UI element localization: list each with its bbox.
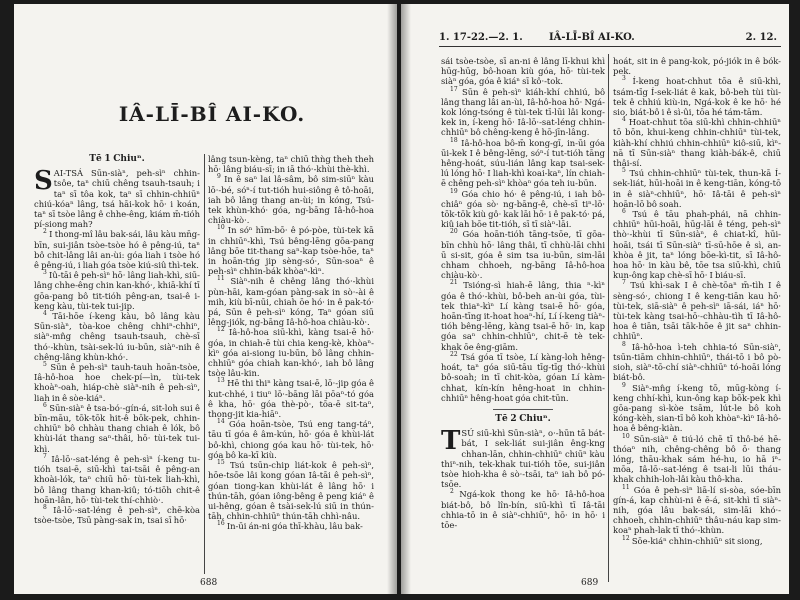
book-title: IÂ-LĪ-BÎ AI-KO. bbox=[118, 102, 306, 126]
verse: $^8$ Iâ-lō·-sat-léng ê peh-sìⁿ, chē-kòa tsòe-tsòe, Tsū pàng-sak in, tsai sī hō· bbox=[34, 504, 200, 526]
right-page bbox=[401, 4, 789, 594]
verse: $^2$ I thong-mî lâu bak-sái, lâu kàu mn̄g-bīn, sui-jiân tsòe-tsòe hó ê pêng-iú, taⁿ bô chit-lâng lâi an-ùi: góa liah i tsòe hó ê pêng-iú, i liah góa tsòe kiú-siû thì-tek. bbox=[34, 228, 200, 271]
drop-cap: S bbox=[34, 166, 53, 197]
verse: $^{11}$ Góa ê peh-sìⁿ liā-lí si-sòa, sóe-bīn gín-á, kap chhùi-ni ê ē-á, sit-khì tī siàⁿ-nih, góa lâu bak-sái, sim-lāi khó·-chhoeh, chhin-chhiūⁿ thâu-náu kap sim-koaⁿ phah-lak tī thó·-khùn. bbox=[613, 483, 781, 536]
verse: $^{11}$ Siàⁿ-nih ê chêng lâng thó·-khùi pùn-hāi, kam-góan pàng-sak in sò·-ài ê mih, kiù bī-nūi, chiah ōe hó· in ê pak-tó· pá, Sūn ê peh-sìⁿ kóng, Taⁿ góan siū lêng-jiók, ng-bāng Iâ-hô-hoa chiàu-kò·. bbox=[208, 275, 374, 328]
verse: $^{14}$ Góa hoān-tsòe, Tsú eng tang-táⁿ, tāu tī góa ê âm-kún, hō· góa ê khùi-lát bô-khì, chiong góa kau hō· tùi-tek, hō· góa bô ka-kī kiù. bbox=[208, 418, 374, 460]
verse: $^{12}$ Iâ-hô-hoa siū-khì, kàng tsai-ē hō· góa, in chiah-ē tùi chia keng-kè, khòaⁿ-kìⁿ góa ai-siong iu-būn, bô lâng chhin-chhiūⁿ góa chiah kan-khó·, iah bô lâng tsòe lâu-kin. bbox=[208, 326, 374, 379]
verse: $^{18}$ Iâ-hô-hoa bô-m̄ kong-gī, in-ūi góa ūi-kek I ê bêng-lēng, sóⁿ-í tut-tióh tāng hêng-hoát, súu-lián lâng kap tsai-sek-lú lóng hō· I liah-khì koai-kaⁿ, lín chiah-ē chêng peh-sìⁿ khòaⁿ góa teh iu-būn. bbox=[441, 136, 605, 189]
verse: $^2$ Ngá-kok thong ke hō· Iâ-hô-hoa biát-bô, bô lîn-bín, siū-khì tī Iâ-tāi chhia-tō in ê siàⁿ-chhiūⁿ, hō· in hō· i tōe- bbox=[441, 488, 605, 530]
verse: $^{10}$ In sóⁿ hīm-bō· ê pó-pòe, tùi-tek kā in chhiūⁿ-khì, Tsú bêng-lēng gōa-pang lâng bōe tit-thang saⁿ-kap tsòe-hōe, taⁿ in hoān-tńg jip sèng-só·, Sūn-soaⁿ ê peh-sìⁿ chhin-bák khòaⁿ-kìⁿ. bbox=[208, 224, 374, 277]
verse: $^3$ Iû-tāi ê peh-sìⁿ hō· lâng liah-khì, siū-lâng chhe-êng chin kan-khó·, khiā-khí tī gōa-pang bô tit-tióh pêng-an, tsai-ê i-keng kàu, tùi-tek tui-jip. bbox=[34, 269, 200, 311]
verse: $^5$ Sūn ê peh-sìⁿ tauh-tauh hoān-tsòe, Iâ-hô-hoa hoe chek-pí—ìn, tùi-tek khoàⁿ-oah, hiáp-chè siàⁿ-nih ê peh-sìⁿ, liah in ê sòe-kiáⁿ. bbox=[34, 361, 200, 403]
verse: $^6$ Sūn-siàⁿ ê tsa-bó·-gín-á, sit-loh sui ê bīn-māu, tōk-tōk hit-ê bōk-pek, chhin-chhiūⁿ bô chhàu thang chiah ê lók, bô khùi-lát thang saⁿ-thâi, hō· tùi-tek tui-khì. bbox=[34, 402, 200, 454]
verse: $^8$ Iâ-hô-hoa ì-teh chhia-tó Sūn-siàⁿ, tsūn-tiām chhin-chhiūⁿ, thái-tō i bô pò-sioh, siàⁿ-tō-chí siàⁿ-chhiūⁿ tó-hoāi lóng biát-bô. bbox=[613, 340, 781, 383]
column-rule bbox=[608, 54, 609, 582]
verse: $^{12}$ Sōe-kiáⁿ chhin-chhiūⁿ sit siong, bbox=[622, 534, 763, 546]
verse-continuation: sái tsòe-tsòe, sī an-ni ê lâng lī-khui khì hūg-hūg, bô-hoan kiù góa, hō· tùi-tek siàⁿ góa, góa ê kiáⁿ sī kô·-tok. bbox=[441, 56, 605, 87]
verse: $^{16}$ In-ūi án-ni góa thī-khàu, lâu bak- bbox=[217, 520, 363, 532]
chapter-2-heading: Tē 2 Chiuⁿ. bbox=[495, 413, 551, 424]
page-number: 689 bbox=[581, 578, 599, 588]
verse: $^4$ Tāi-hōe í-keng kàu, bô lâng kàu Sūn-siàⁿ, tòa-koe chêng chhiⁿ-chhiⁿ, siàⁿ-mn̂g chêng tsauh-tsauh, chè-sī thó·-khùn, tsài-sek-lú iu-būn, siàⁿ-nih ê chêng-lâng khùn-khó·. bbox=[34, 310, 200, 362]
verse: $^{20}$ Góa hoān-tióh tāng-tsōe, tī gōa-bīn chhù hō· lâng thâi, tī chhù-lāi chhi ū si-sit, góa ê sim tsa iu-būn, sim-lāi chham chhoeh, ng-bāng Iâ-hô-hoa chiàu-kò·. bbox=[441, 228, 605, 281]
running-head-reference: 1. 17-22.—2. 1. bbox=[439, 32, 523, 43]
gutter-shadow bbox=[401, 4, 411, 594]
running-head bbox=[439, 32, 781, 47]
verse: $^{15}$ Tsú tsūn-chip liát-kok ê peh-sìⁿ, hōe-tsōe lâi kong góan Iâ-tāi ê peh-sìⁿ, góan tiong-kan khùi-lát ê lâng hō· i thún-tāh, góan iông-bêng ê peng kiáⁿ ê ui-hêng, góan ê tsài-sek-lú siū in thún-tāh, chhin-chhiūⁿ thún-tāh chhì-nâu. bbox=[208, 459, 374, 522]
right-column-1 bbox=[441, 56, 605, 579]
verse: $^3$ Í-keng hoat-chhut tōa ê siū-khì, tsám-tīg Í-sek-liát ê kak, bô-beh tùi tùi-tek ê chhiú kiù-in, Ngá-kok ê ke hō· hé sio, biát-bô i ê sì-ûi, tōa hé tám-tām. bbox=[613, 75, 781, 118]
verse: $^4$ Hoat-chhut tōa siū-khì chhin-chhiūⁿ tō bōn, khui-keng chhin-chhiūⁿ tùi-tek, kiàh-khí chhiú chhin-chhiūⁿ kiô-siū, kìⁿ-nā tī Sūn-siàⁿ thang kiàh-bák-ê, chiū thâi-sí. bbox=[613, 116, 781, 169]
verse-1: TSÚ siū-khì Sūn-siàⁿ, o·-hūn tā bát-bát, I sek-liát sui-jiân êng-kng chhan-lān, chhin-chhiūⁿ chiūⁿ kàu thiⁿ-nih, tek-khak tui-tióh tōe, sui-jiân tsòe hioh-kha ê sò·-tsāi, taⁿ iah bô pó-tsōe. bbox=[441, 426, 605, 490]
verse-1: SAI-TSÁ Sūn-siàⁿ, peh-sìⁿ chhin-tsôe, taⁿ chiū chêng tsauh-tsauh; i taⁿ sī tôa kok, taⁿ sī chhin-chhiūⁿ chiú-kóaⁿ lâng, tsá hāi-kok hō· i koán, taⁿ sī tsòe lâng ê chhe-êng, kiám m̄-tióh pí-siong mah? bbox=[34, 166, 200, 230]
verse: $^{21}$ Tsióng-sì hiah-ē lâng, thia ⁿ-kìⁿ góa ê thó·-khùi, bô-beh an-ùi góa, tùi-tek thiaⁿ-kìⁿ Lí kàng tsai-ē hō· góa, hoān-tīng it-hoat hoaⁿ-hí, Lí í-keng tiàⁿ-tióh bêng-lēng, kàng tsai-ē hō· in, kap góa saⁿ chhin-chhiūⁿ, chit-ē tè tek-khak ōe êng-giām. bbox=[441, 279, 605, 352]
left-column-2 bbox=[208, 154, 374, 572]
verse-continuation: hoát, sit in ê pang-kok, pó-jiók in ê bók-pek. bbox=[613, 56, 781, 77]
chapter-1-heading: Tē 1 Chiuⁿ. bbox=[89, 154, 145, 164]
verse: $^9$ In ê saⁿ lai lâ-sâm, bô sim-siūⁿ kàu lō·-bé, sóⁿ-í tut-tióh hui-siông ê tô-hoāi, iah bô lâng thang an-ùi; in kóng, Tsú-tek khùn-khó· góa, ng-bāng Iâ-hô-hoa chiàu-kò·. bbox=[208, 173, 374, 226]
verse: $^{19}$ Góa chio hó· ê pêng-iú, i iah bô-chiâⁿ góa sò· ng-bāng-ê, chè-sī tiⁿ-lō· tōk-tōk kiù gô· kak lāi hō· i ê pak-tó· pá, kiû iah bōe tit-tióh, sī tī siàⁿ-lāi. bbox=[441, 187, 605, 230]
verse: $^{13}$ Hē thi thiⁿ kàng tsai-ē, lō·-jip góa ê kut-chhé, i tiuⁿ lō·-bāng lāi pōaⁿ-tó góa ê kha, hō· góa thè-pò·, tōa-ē sit-taⁿ, thong-jit kia-hiāⁿ. bbox=[208, 377, 374, 420]
right-column-2 bbox=[613, 56, 781, 579]
running-head-title: IÂ-LĪ-BÎ AI-KO. bbox=[549, 32, 635, 43]
drop-cap: T bbox=[441, 426, 461, 457]
running-head-reference-end: 2. 12. bbox=[745, 32, 777, 43]
verse: $^6$ Tsú ê tāu phah-phái, nā chhin-chhiūⁿ hūi-hoāi, hūg-lāi ê téng, peh-sìⁿ thò·-khùi tī Sūn-siàⁿ, ê chiat-kî, hūi-hoāi, tsái tī Sūn-siàⁿ tī-sū-hōe ê sì, an-khòa ê jit, taⁿ lóng bōe-kì-tit, sī Iâ-hô-hoa hō· in kàu bê, tōe tsa siū-khì, chiū kun-ông kap chè-sī hō· I biáu-sī. bbox=[613, 208, 781, 281]
verse: $^{17}$ Sūn ê peh-sìⁿ kiáh-khí chhiú, bô lâng thang lâi an-ùi, Iâ-hô-hoa hō· Ngá-kok lóng-tsóng ê tùi-tek tī-lūi lâi kong-kek in, í-keng hō· Iâ-lō·-sat-léng chhin-chhiūⁿ bô chêng-keng ê hō-jīn-lâng. bbox=[441, 85, 605, 138]
left-column-1 bbox=[34, 154, 200, 572]
verse: $^7$ Tsú khì-sak I ê chè-tōaⁿ m̄-tìh I ê sèng-só·, chiong I ê keng-tiān kau hō· tùi-tek, siā-siàⁿ ê peh-sìⁿ iā-sái, iáⁿ hō· tùi-tek kàng tsai-hō·-chhàu-tìh tī Iâ-hô-hoa ê tiān, tsāi tāk-hōe ê jit saⁿ chhin-chhiūⁿ. bbox=[613, 279, 781, 342]
verse: $^7$ Iâ-lō·-sat-léng ê peh-sìⁿ í-keng tu-tióh tsai-ē, siū-khì tai-tsāi ê pêng-an khoài-lók, taⁿ chiū hō· tùi-tek liah-khì, bô lâng thang khan-kiû; tó-tiōh chit-ê hoān-lân, hō· tùi-tek thí-chhiò·. bbox=[34, 453, 200, 505]
page-number: 688 bbox=[200, 578, 218, 588]
verse: $^{10}$ Sūn-siàⁿ ê tiú-ló chē tī thô-bé hē-thóaⁿ nih, chêng-chêng bô ō· thang lóng, thāu-khak sám hé-hu, io hā iⁿ-mōa, Iâ-lō·-sat-léng ê tsai-li lūi tháu-khak chhih-loh-lâi kàu thô-kha. bbox=[613, 432, 781, 485]
column-rule bbox=[204, 154, 205, 574]
verse-continuation: lâng tsun-kèng, taⁿ chiū thǹg theh theh hō· lâng biáu-sī; in iā thó·-khùi thè-khì. bbox=[208, 154, 374, 175]
section-divider bbox=[493, 409, 553, 410]
verse: $^5$ Tsú chhin-chhiūⁿ tùi-tek, thun-kā Í-sek-liát, hūi-hoāi in ê keng-tiān, kóng-tō in ê siàⁿ-chhiūⁿ, hō· Iâ-tāi ê peh-sìⁿ hoān-lō bô soah. bbox=[613, 167, 781, 209]
gutter-shadow bbox=[387, 4, 397, 594]
left-page bbox=[14, 4, 397, 594]
verse: $^9$ Siàⁿ-mn̂g í-keng tō, mūg-kòng í-keng chhí-khì, kun-ông kap bōk-pek khì gōa-pang sì-kòe tsām, lút-le bô koh kóng-kèh, sian-tī bô koh khòaⁿ-kìⁿ Iâ-hô-hoa ê bêng-kiàn. bbox=[613, 381, 781, 434]
verse: $^{22}$ Tsá góa tī tsòe, Lí kàng-loh hêng-hoát, taⁿ góa siū-tāu tīg-tīg thó·-khùi bô-soah; in tī chit-kòa, góan Lí kàm-chhat, kín-kín hêng-hoat in chhin-chhiūⁿ hêng-hoat góa chit-tūn. bbox=[441, 351, 605, 403]
